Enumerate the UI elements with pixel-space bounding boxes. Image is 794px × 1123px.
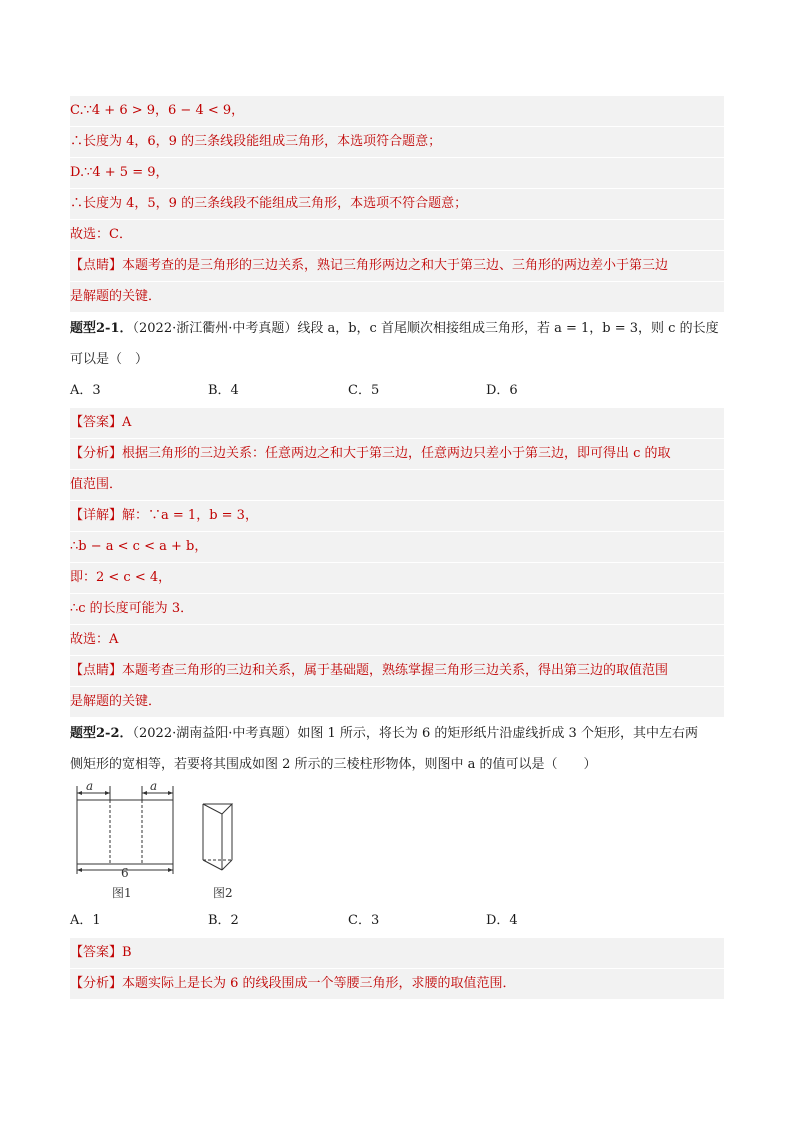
- question-2-text-1: （2022·湖南益阳·中考真题）如图 1 所示，将长为 6 的矩形纸片沿虚线折成 3 个矩形，其中左右两: [132, 726, 698, 741]
- point-line-2-2: 是解题的关键．: [70, 687, 724, 717]
- answer-tag: 【答案】: [70, 415, 123, 430]
- option-c[interactable]: C．5: [348, 383, 380, 398]
- figure-1-label-a-left: a: [86, 779, 94, 793]
- solution-choose: 故选：C．: [70, 220, 724, 250]
- solution-line-c: C.∵4 + 6 > 9，6 − 4 < 9，: [70, 96, 724, 126]
- figure-2-prism: [198, 796, 248, 876]
- question-2-1-line-1: [70, 314, 724, 344]
- question-2-2-line-1: [70, 719, 724, 749]
- analysis-line-2: 值范围．: [70, 470, 724, 500]
- solution-choose-2: 故选：A: [70, 625, 724, 655]
- answer-value: A: [122, 415, 132, 430]
- solution-line-d-conclusion: ∴长度为 4，5，9 的三条线段不能组成三角形，本选项不符合题意；: [70, 189, 724, 219]
- analysis-line-2-1: [70, 969, 724, 999]
- detail-tag: 【详解】: [70, 508, 123, 523]
- analysis-line-1: [70, 439, 724, 469]
- point-text-1: 本题考查的是三角形的三边关系，熟记三角形两边之和大于第三边、三角形的两边差小于第三边: [122, 258, 669, 273]
- figure-1-label-6: 6: [121, 866, 129, 880]
- analysis-tag: 【分析】: [70, 446, 123, 461]
- question-2-1-options: [70, 376, 724, 406]
- option-b[interactable]: B．4: [208, 383, 239, 398]
- option-a[interactable]: A．3: [70, 383, 101, 398]
- solution-line-c-conclusion: ∴长度为 4，6，9 的三条线段能组成三角形，本选项符合题意；: [70, 127, 724, 157]
- question-label: 题型2-1．: [70, 321, 133, 336]
- option-b[interactable]: B．2: [208, 913, 239, 928]
- analysis-tag-2: 【分析】: [70, 976, 123, 991]
- detail-step-2: 即：2 < c < 4，: [70, 563, 724, 593]
- detail-line: [70, 501, 724, 531]
- figure-2-caption: 图2: [213, 886, 233, 900]
- figure-1-caption: 图1: [112, 886, 132, 900]
- analysis-text-2-1: 本题实际上是长为 6 的线段围成一个等腰三角形，求腰的取值范围．: [122, 976, 516, 991]
- figure-1-label-a-right: a: [150, 779, 158, 793]
- answer-line: [70, 408, 724, 438]
- answer-line-2: [70, 938, 724, 968]
- option-a[interactable]: A．1: [70, 913, 101, 928]
- point-text-2: 本题考查三角形的三边和关系，属于基础题，熟练掌握三角形三边关系，得出第三边的取值范围: [122, 663, 669, 678]
- answer-tag-2: 【答案】: [70, 945, 123, 960]
- option-d[interactable]: D．6: [486, 383, 518, 398]
- question-2-2-options: [70, 906, 724, 936]
- analysis-text-1: 根据三角形的三边关系：任意两边之和大于第三边，任意两边只差小于第三边，即可得出 c 的取: [122, 446, 671, 461]
- point-line-2: 是解题的关键．: [70, 282, 724, 312]
- answer-value-2: B: [122, 945, 132, 960]
- question-2-2-line-2: 侧矩形的宽相等，若要将其围成如图 2 所示的三棱柱形物体，则图中 a 的值可以是（ ）: [70, 757, 597, 772]
- question-text-1: （2022·浙江衢州·中考真题）线段 a，b，c 首尾顺次相接组成三角形，若 a = 1，b = 3，则 c 的长度: [132, 321, 719, 336]
- option-c[interactable]: C．3: [348, 913, 380, 928]
- solution-line-d: D.∵4 + 5 = 9，: [70, 158, 724, 188]
- point-tag: 【点睛】: [70, 258, 123, 273]
- detail-step-1: ∴b − a < c < a + b，: [70, 532, 724, 562]
- point-line-2-1: [70, 656, 724, 686]
- detail-text: 解：∵a = 1，b = 3，: [122, 508, 258, 523]
- point-tag-2: 【点睛】: [70, 663, 123, 678]
- detail-step-3: ∴c 的长度可能为 3．: [70, 594, 724, 624]
- option-d[interactable]: D．4: [486, 913, 518, 928]
- point-line-1: [70, 251, 724, 281]
- question-2-1-line-2: 可以是（ ）: [70, 352, 149, 367]
- question-label-2: 题型2-2．: [70, 726, 133, 741]
